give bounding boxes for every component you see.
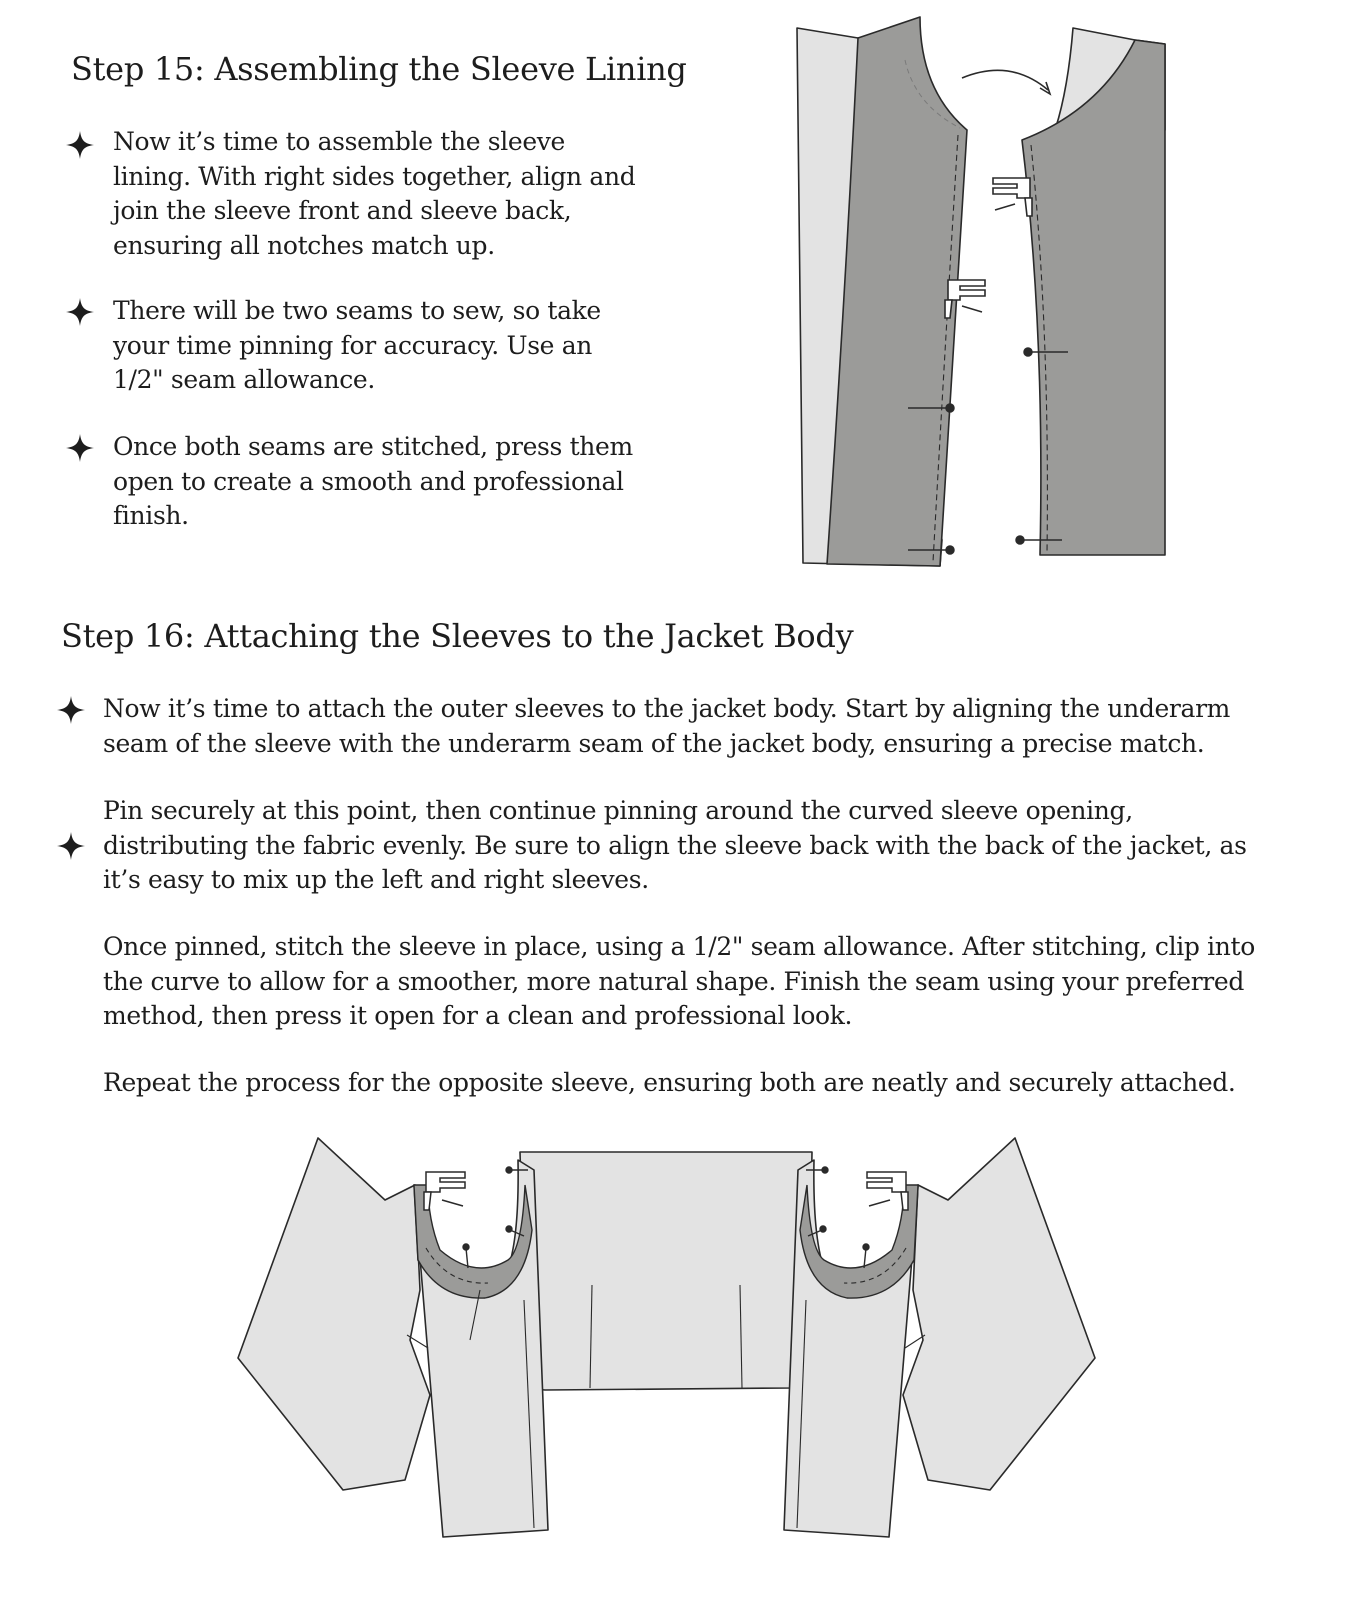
four-point-star-icon: [66, 434, 94, 462]
step-16-title: Step 16: Attaching the Sleeves to the Jacket Body: [61, 617, 854, 655]
sleeve-lining-illustration: [780, 0, 1200, 580]
step-15-bullet-3: Once both seams are stitched, press them open to create a smooth and professional finish.: [113, 432, 633, 530]
jacket-body-illustration: [230, 1130, 1110, 1550]
step-16-paragraph-4: Repeat the process for the opposite sleeve, ensuring both are neatly and securely attached.: [103, 1068, 1236, 1097]
four-point-star-icon: [66, 298, 94, 326]
step-16-paragraph-2: Pin securely at this point, then continue pinning around the curved sleeve opening, distributing the fabric evenly. Be sure to align the sleeve back with the back of the jacket, as it’s easy to mix up the left and right sleeves.: [103, 796, 1247, 894]
four-point-star-icon: [57, 696, 85, 724]
step-16-paragraph-3: Once pinned, stitch the sleeve in place, using a 1/2" seam allowance. After stitching, clip into the curve to allow for a smoother, more natural shape. Finish the seam using your preferred method, then press it open for a clean and professional look.: [103, 932, 1255, 1030]
step-15-title: Step 15: Assembling the Sleeve Lining: [71, 50, 687, 88]
step-15-bullet-1: Now it’s time to assemble the sleeve lining. With right sides together, align and join the sleeve front and sleeve back, ensuring all notches match up.: [113, 127, 636, 260]
four-point-star-icon: [66, 131, 94, 159]
step-16-paragraph-1: Now it’s time to attach the outer sleeves to the jacket body. Start by aligning the underarm seam of the sleeve with the underarm seam of the jacket body, ensuring a precise match.: [103, 694, 1231, 758]
four-point-star-icon: [57, 832, 85, 860]
step-15-bullet-2: There will be two seams to sew, so take your time pinning for accuracy. Use an 1/2" seam allowance.: [113, 296, 601, 394]
